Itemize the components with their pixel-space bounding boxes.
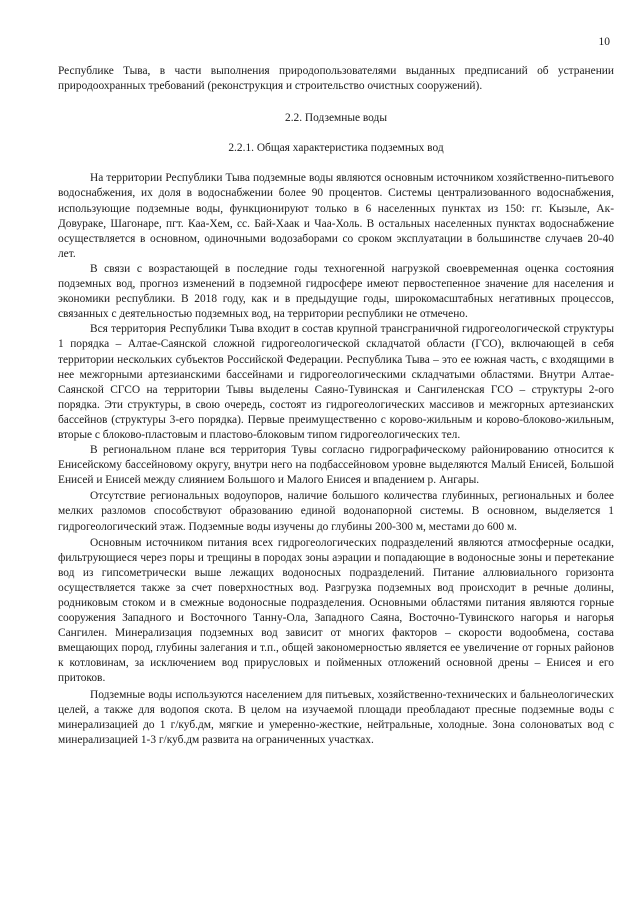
subsection-heading: 2.2.1. Общая характеристика подземных вод bbox=[228, 142, 444, 155]
page-number: 10 bbox=[598, 36, 610, 48]
body-paragraph: Вся территория Республики Тыва входит в состав крупной трансграничной гидрогеологической структуры 1 порядка – Алтае-Саянской сложной гидрогеологической складчатой области (ГСО), включающей в себя территории нескольких субъектов Российской Федерации. Республика Тыва – это ее южная часть, с входящими в нее межгорными артезианскими бассейнами и гидрогеологическими складчатыми областями. Внутри Алтае-Саянской СГСО на территории Тывы выделены Саяно-Тувинская и Сангиленская ГСО – структуры 2-ого порядка. Эти структуры, в свою очередь, состоят из гидрогеологических массивов и межгорных артезианских бассейнов (структуры 3-его порядка). Первые преимущественно с корово-жильным и корово-блоково-жильным, вторые с блоково-пластовым и пластово-блоковым типом гидрогеологических тел. bbox=[58, 323, 614, 441]
intro-paragraph: Республике Тыва, в части выполнения природопользователями выданных предписаний об устранении природоохранных требований (реконструкция и строительство очистных сооружений). bbox=[58, 65, 614, 93]
body-paragraph: Отсутствие региональных водоупоров, наличие большого количества глубинных, региональных и более мелких разломов способствуют образованию единой водонапорной системы. В основном, выделяется 1 гидрогеологический этаж. Подземные воды изучены до глубины 200-300 м, местами до 600 м. bbox=[58, 490, 614, 533]
section-heading: 2.2. Подземные воды bbox=[285, 112, 387, 125]
body-paragraph: На территории Республики Тыва подземные воды являются основным источником хозяйственно-питьевого водоснабжения, их доля в водоснабжении более 90 процентов. Системы централизованного водоснабжения, использующие подземные воды, функционируют только в 6 населенных пунктах из 150: гг. Кызыле, Ак-Довураке, Шагонаре, пгт. Каа-Хем, сс. Бай-Хаак и Чаа-Холь. В остальных населенных пунктах водоснабжение осуществляется в основном, одиночными водозаборами со сроком эксплуатации в большинстве случаев 20-40 лет. bbox=[58, 172, 614, 260]
body-paragraph: В региональном плане вся территория Тувы согласно гидрографическому районированию относится к Енисейскому бассейновому округу, внутри него на подбассейновом уровне выделяются Малый Енисей, Большой Енисей и Енисей между слиянием Большого и Малого Енисея и впадением р. Ангары. bbox=[58, 444, 614, 487]
body-paragraph: В связи с возрастающей в последние годы техногенной нагрузкой своевременная оценка состояния подземных вод, прогноз изменений в подземной гидросфере имеют первостепенное значение для населения и экономики республики. В 2018 году, как и в предыдущие годы, широкомасштабных негативных процессов, связанных с деятельностью подземных вод, на территории республики не отмечено. bbox=[58, 262, 614, 321]
body-paragraph: Основным источником питания всех гидрогеологических подразделений являются атмосферные осадки, фильтрующиеся через поры и трещины в породах зоны аэрации и попадающие в водоносные зоны и перетекание вод из гипсометрически выше лежащих водоносных подразделений. Питание аллювиального горизонта осуществляется также за счет поверхностных вод. Разгрузка подземных вод происходит в речные долины, родниковым стоком и в смежные водоносные подразделения. Основными областями питания являются горные сооружения Западного и Восточного Танну-Ола, Западного Саяна, Восточно-Тувинского нагорья и нагорья Сангилен. Минерализация подземных вод зависит от многих факторов – скорости водообмена, состава вмещающих пород, глубины залегания и т.п., общей закономерностью является ее увеличение от горных районов к котловинам, за исключением вод прирусловых и пойменных отложений основной дрены – Енисея и его притоков. bbox=[58, 536, 614, 685]
page-content bbox=[58, 64, 614, 748]
body-paragraph: Подземные воды используются населением для питьевых, хозяйственно-технических и бальнеологических целей, а также для водопоя скота. В целом на изучаемой площади преобладают пресные подземные воды с минерализацией до 1 г/куб.дм, мягкие и умеренно-жесткие, нейтральные, холодные. Зона солоноватых вод с минерализацией 1-3 г/куб.дм развита на ограниченных участках. bbox=[58, 688, 614, 746]
